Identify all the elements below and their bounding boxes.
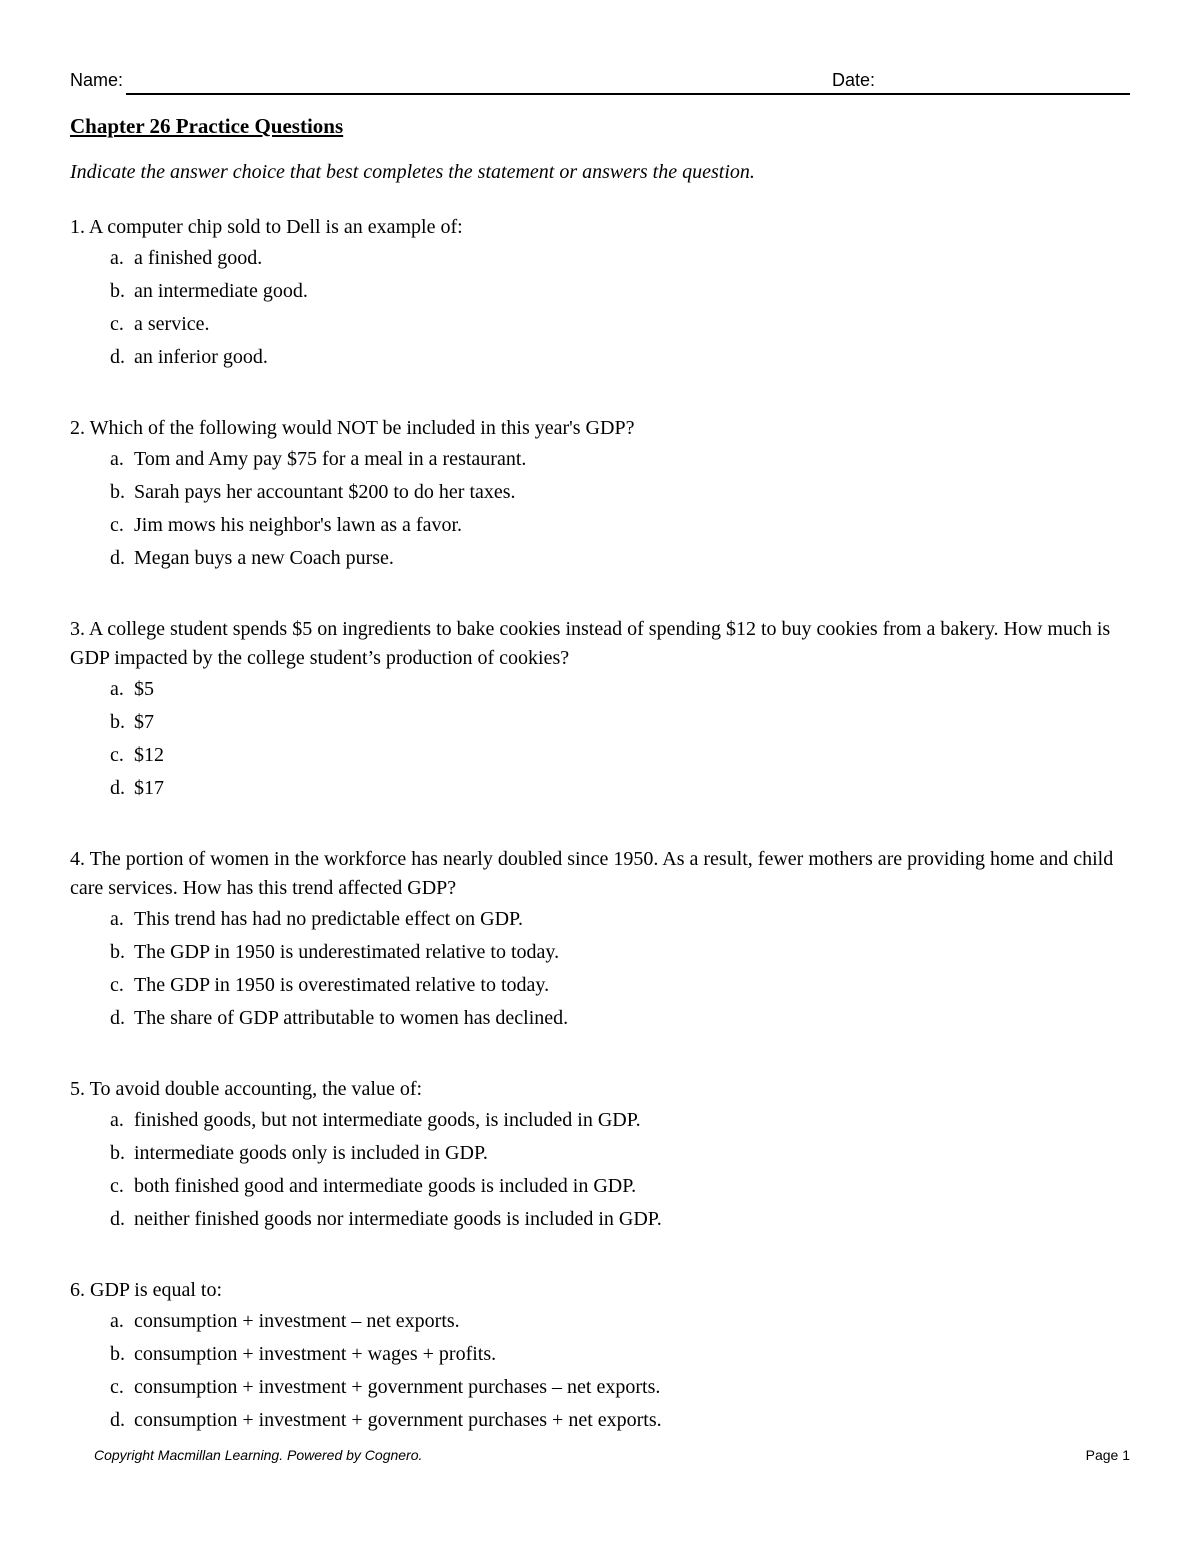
page-number: Page 1 — [1085, 1447, 1130, 1463]
answer-choices — [70, 1106, 1130, 1238]
choice-letter: d. — [110, 547, 125, 569]
choice-text: Jim mows his neighbor's lawn as a favor. — [134, 514, 463, 536]
choice-letter: c. — [110, 974, 124, 996]
worksheet-body — [70, 112, 1130, 1477]
name-field[interactable] — [126, 93, 898, 95]
question-3 — [70, 615, 1130, 807]
choice-text: Tom and Amy pay $75 for a meal in a restaurant. — [134, 448, 527, 470]
choice-text: intermediate goods only is included in GDP. — [134, 1142, 488, 1164]
answer-choices — [70, 445, 1130, 577]
choice-letter: a. — [110, 678, 124, 700]
choice-text: a service. — [134, 313, 210, 335]
answer-choice[interactable] — [110, 511, 1130, 544]
choice-letter: b. — [110, 941, 125, 963]
choice-text: consumption + investment + government purchases + net exports. — [134, 1409, 662, 1431]
answer-choices — [70, 675, 1130, 807]
answer-choice[interactable] — [110, 343, 1130, 376]
answer-choice[interactable] — [110, 905, 1130, 938]
choice-text: This trend has had no predictable effect on GDP. — [134, 908, 523, 930]
answer-choice[interactable] — [110, 1106, 1130, 1139]
choice-letter: a. — [110, 247, 124, 269]
choice-text: a finished good. — [134, 247, 263, 269]
choice-text: $7 — [134, 711, 154, 733]
choice-text: $17 — [134, 777, 164, 799]
answer-choices — [70, 1307, 1130, 1439]
name-date-header — [70, 70, 1130, 98]
choice-text: finished goods, but not intermediate goods, is included in GDP. — [134, 1109, 641, 1131]
answer-choice[interactable] — [110, 1340, 1130, 1373]
answer-choice[interactable] — [110, 938, 1130, 971]
answer-choice[interactable] — [110, 675, 1130, 708]
page-title: Chapter 26 Practice Questions — [70, 114, 344, 138]
question-stem: 1. A computer chip sold to Dell is an example of: — [70, 216, 463, 238]
date-label: Date: — [832, 70, 876, 90]
choice-text: Megan buys a new Coach purse. — [134, 547, 394, 569]
answer-choice[interactable] — [110, 1004, 1130, 1037]
choice-text: $12 — [134, 744, 164, 766]
question-2 — [70, 414, 1130, 577]
choice-letter: c. — [110, 1175, 124, 1197]
choice-text: The GDP in 1950 is underestimated relative to today. — [134, 941, 560, 963]
instructions: Indicate the answer choice that best completes the statement or answers the question. — [70, 161, 755, 183]
choice-letter: d. — [110, 777, 125, 799]
answer-choice[interactable] — [110, 277, 1130, 310]
choice-letter: b. — [110, 1343, 125, 1365]
answer-choice[interactable] — [110, 544, 1130, 577]
answer-choice[interactable] — [110, 244, 1130, 277]
choice-letter: d. — [110, 1208, 125, 1230]
answer-choice[interactable] — [110, 1373, 1130, 1406]
answer-choice[interactable] — [110, 1172, 1130, 1205]
choice-letter: c. — [110, 744, 124, 766]
date-field[interactable] — [878, 93, 1130, 95]
question-stem: 6. GDP is equal to: — [70, 1279, 223, 1301]
answer-choice[interactable] — [110, 774, 1130, 807]
question-stem: 3. A college student spends $5 on ingredients to bake cookies instead of spending $12 to buy cookies from a bakery. How much is GDP impacted by the college student’s production of cookies? — [70, 618, 1111, 669]
question-1 — [70, 213, 1130, 376]
answer-choices — [70, 244, 1130, 376]
answer-choice[interactable] — [110, 1307, 1130, 1340]
choice-letter: b. — [110, 280, 125, 302]
choice-text: Sarah pays her accountant $200 to do her taxes. — [134, 481, 516, 503]
choice-letter: c. — [110, 313, 124, 335]
question-stem: 5. To avoid double accounting, the value of: — [70, 1078, 423, 1100]
choice-letter: a. — [110, 448, 124, 470]
name-label: Name: — [70, 70, 124, 90]
choice-text: The GDP in 1950 is overestimated relative to today. — [134, 974, 550, 996]
answer-choice[interactable] — [110, 1205, 1130, 1238]
choice-letter: c. — [110, 1376, 124, 1398]
answer-choice[interactable] — [110, 1139, 1130, 1172]
choice-letter: b. — [110, 1142, 125, 1164]
choice-text: consumption + investment + government purchases – net exports. — [134, 1376, 661, 1398]
answer-choice[interactable] — [110, 1406, 1130, 1439]
choice-letter: a. — [110, 908, 124, 930]
choice-text: $5 — [134, 678, 154, 700]
choice-text: neither finished goods nor intermediate goods is included in GDP. — [134, 1208, 662, 1230]
choice-letter: a. — [110, 1310, 124, 1332]
answer-choice[interactable] — [110, 310, 1130, 343]
choice-letter: d. — [110, 346, 125, 368]
question-4 — [70, 845, 1130, 1037]
choice-letter: b. — [110, 481, 125, 503]
question-6 — [70, 1276, 1130, 1439]
answer-choice[interactable] — [110, 708, 1130, 741]
answer-choice[interactable] — [110, 971, 1130, 1004]
answer-choice[interactable] — [110, 478, 1130, 511]
choice-text: an intermediate good. — [134, 280, 308, 302]
choice-letter: c. — [110, 514, 124, 536]
answer-choices — [70, 905, 1130, 1037]
choice-text: consumption + investment + wages + profits. — [134, 1343, 497, 1365]
choice-text: The share of GDP attributable to women has declined. — [134, 1007, 569, 1029]
choice-text: an inferior good. — [134, 346, 268, 368]
copyright-notice: Copyright Macmillan Learning. Powered by Cognero. — [94, 1447, 423, 1463]
choice-letter: d. — [110, 1007, 125, 1029]
answer-choice[interactable] — [110, 445, 1130, 478]
question-stem: 4. The portion of women in the workforce has nearly doubled since 1950. As a result, fewer mothers are providing home and child care services. How has this trend affected GDP? — [70, 848, 1114, 899]
choice-text: both finished good and intermediate goods is included in GDP. — [134, 1175, 637, 1197]
choice-letter: a. — [110, 1109, 124, 1131]
question-5 — [70, 1075, 1130, 1238]
choice-letter: b. — [110, 711, 125, 733]
choice-letter: d. — [110, 1409, 125, 1431]
question-stem: 2. Which of the following would NOT be included in this year's GDP? — [70, 417, 635, 439]
choice-text: consumption + investment – net exports. — [134, 1310, 460, 1332]
answer-choice[interactable] — [110, 741, 1130, 774]
